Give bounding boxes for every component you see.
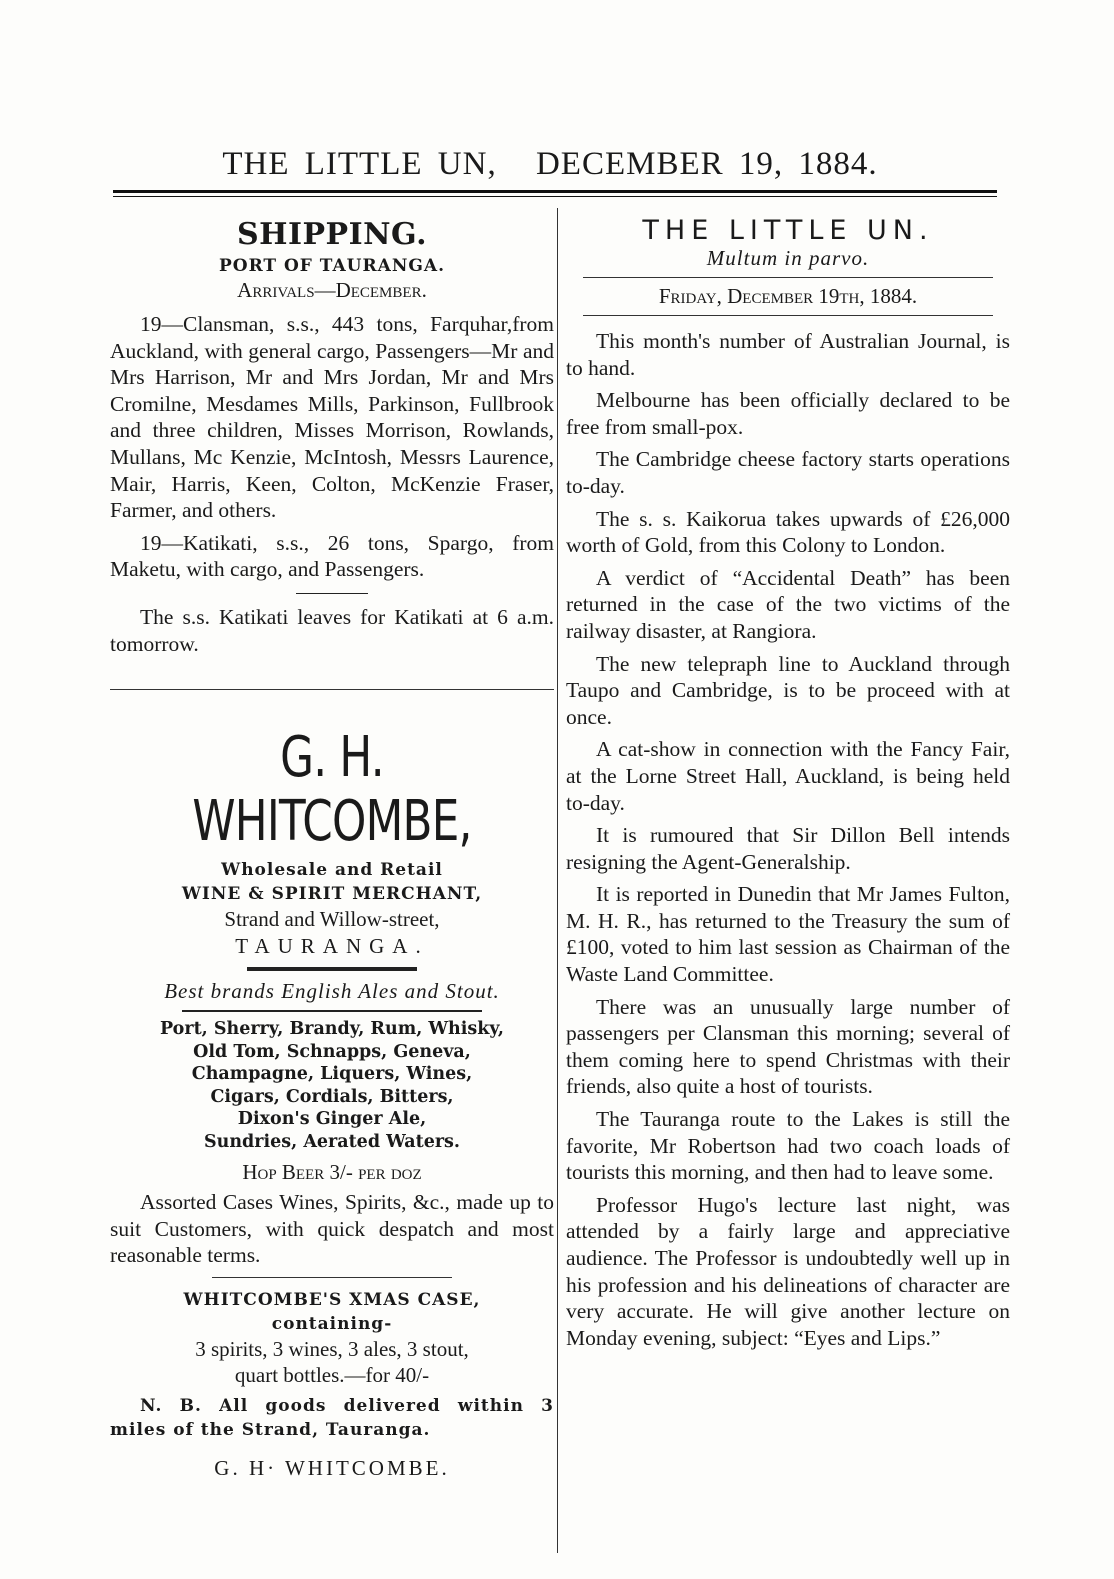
advert-brands: Best brands English Ales and Stout. [164,979,500,1004]
news-paragraph: The s. s. Kaikorua takes upwards of £26,000 worth of Gold, from this Colony to London. [566,506,1010,558]
news-paragraph: A verdict of “Accidental Death” has been returned in the case of the two victims of the railway disaster, at Rangiora. [566,565,1010,643]
left-column [110,213,554,1483]
advert-line2: WINE & SPIRIT MERCHANT, [181,884,483,905]
advert-town: TAURANGA. [235,934,429,959]
advert-address: Strand and Willow-street, [224,907,440,932]
shipping-entry: 19—Katikati, s.s., 26 tons, Spargo, from Maketu, with cargo, and Passengers. [110,530,554,582]
news-paragraph: Professor Hugo's lecture last night, was attended by a fairly large and appreciative audience. The Professor is undoubtedly well up in his profession and his delineations of character are very accurate. He will give another lecture on Monday evening, subject: “Eyes and Lips.” [566,1192,1010,1350]
section-rule [110,689,554,690]
xmas-contents-line2: quart bottles.—for 40/- [234,1362,430,1387]
editorial-motto: Multum in parvo. [706,246,870,270]
news-paragraph: It is reported in Dunedin that Mr James Fulton, M. H. R., has returned to the Treasury the sum of £100, voted to him last session as Chairman of the Waste Land Committee. [566,882,1010,987]
advert-name: G. H. WHITCOMBE, [192,725,472,855]
news-paragraph: A cat-show in connection with the Fancy Fair, at the Lorne Street Hall, Auckland, is being held to-day. [566,737,1010,815]
masthead-title: THE LITTLE UN, [222,146,497,182]
port-heading: PORT OF TAURANGA. [218,256,445,276]
dateline-rule-bottom [583,315,993,316]
xmas-case-title: WHITCOMBE'S XMAS CASE, [183,1289,481,1310]
dateline-rule-top [583,277,993,278]
shipping-heading: SHIPPING. [236,217,428,252]
masthead-date: DECEMBER 19, 1884. [535,146,878,182]
news-paragraph: The new telepraph line to Auckland through Taupo and Cambridge, is to be proceed with at once. [566,651,1010,729]
right-column [566,213,1010,1357]
news-paragraph: This month's number of Australian Journal, is to hand. [566,329,1010,380]
advert-line1: Wholesale and Retail [221,860,443,881]
shipping-entry: 19—Clansman, s.s., 443 tons, Farquhar,from Auckland, with general cargo, Passengers—Mr and Mrs Harrison, Mr and Mrs Jordan, Mr and Mrs Cromilne, Mesdames Mills, Parkinson, Fullbrook and three children, Misses Morrison, Rowlands, Mullans, Mc Kenzie, McIntosh, Messrs Laurence, Mair, Harris, Keen, Colton, McKenzie Fraser, Farmer, and others. [110,312,554,523]
advert-rule [182,1010,482,1012]
delivery-note: N. B. All goods delivered within 3 miles of the Strand, Tauranga. [110,1395,554,1440]
editorial-dateline: Friday, December 19th, 1884. [658,284,918,308]
news-paragraph: Melbourne has been officially declared to be free from small-pox. [566,388,1010,439]
shipping-notice: The s.s. Katikati leaves for Katikati at 6 a.m. tomorrow. [110,604,554,656]
news-paragraph: The Tauranga route to the Lakes is still the favorite, Mr Robertson had two coach loads of tourists this morning, and then had to leave some. [566,1107,1010,1185]
whitcombe-advert [110,726,554,1481]
goods-line: Dixon's Ginger Ale, [237,1109,427,1130]
goods-line: Champagne, Liquers, Wines, [191,1064,473,1085]
assorted-cases: Assorted Cases Wines, Spirits, &c., made up to suit Customers, with quick despatch and most reasonable terms. [110,1190,554,1268]
hop-beer-price: Hop Beer 3/- per doz [242,1160,422,1185]
goods-line: Sundries, Aerated Waters. [203,1131,461,1152]
arrivals-heading: Arrivals—December. [237,278,427,302]
masthead [110,146,990,183]
advert-rule-short [212,1277,452,1278]
news-paragraph: There was an unusually large number of passengers per Clansman this morning; several of them coming here to spend Christmas with their friends, also quite a host of tourists. [566,994,1010,1099]
advert-signature: G. H· WHITCOMBE. [214,1455,450,1480]
goods-line: Cigars, Cordials, Bitters, [210,1086,454,1107]
xmas-contents-line1: 3 spirits, 3 wines, 3 ales, 3 stout, [195,1336,469,1361]
goods-line: Port, Sherry, Brandy, Rum, Whisky, [159,1019,504,1040]
ornament-rule [247,967,417,971]
masthead-rule-thin [113,196,997,197]
news-paragraph: It is rumoured that Sir Dillon Bell intends resigning the Agent-Generalship. [566,823,1010,874]
goods-line: Old Tom, Schnapps, Geneva, [193,1041,471,1062]
xmas-case-containing: containing- [271,1313,393,1334]
masthead-rule-thick [113,190,997,193]
editorial-title: THE LITTLE UN. [642,215,934,246]
news-paragraph: The Cambridge cheese factory starts operations to-day. [566,447,1010,498]
short-rule [296,593,368,594]
column-divider [557,208,558,1553]
